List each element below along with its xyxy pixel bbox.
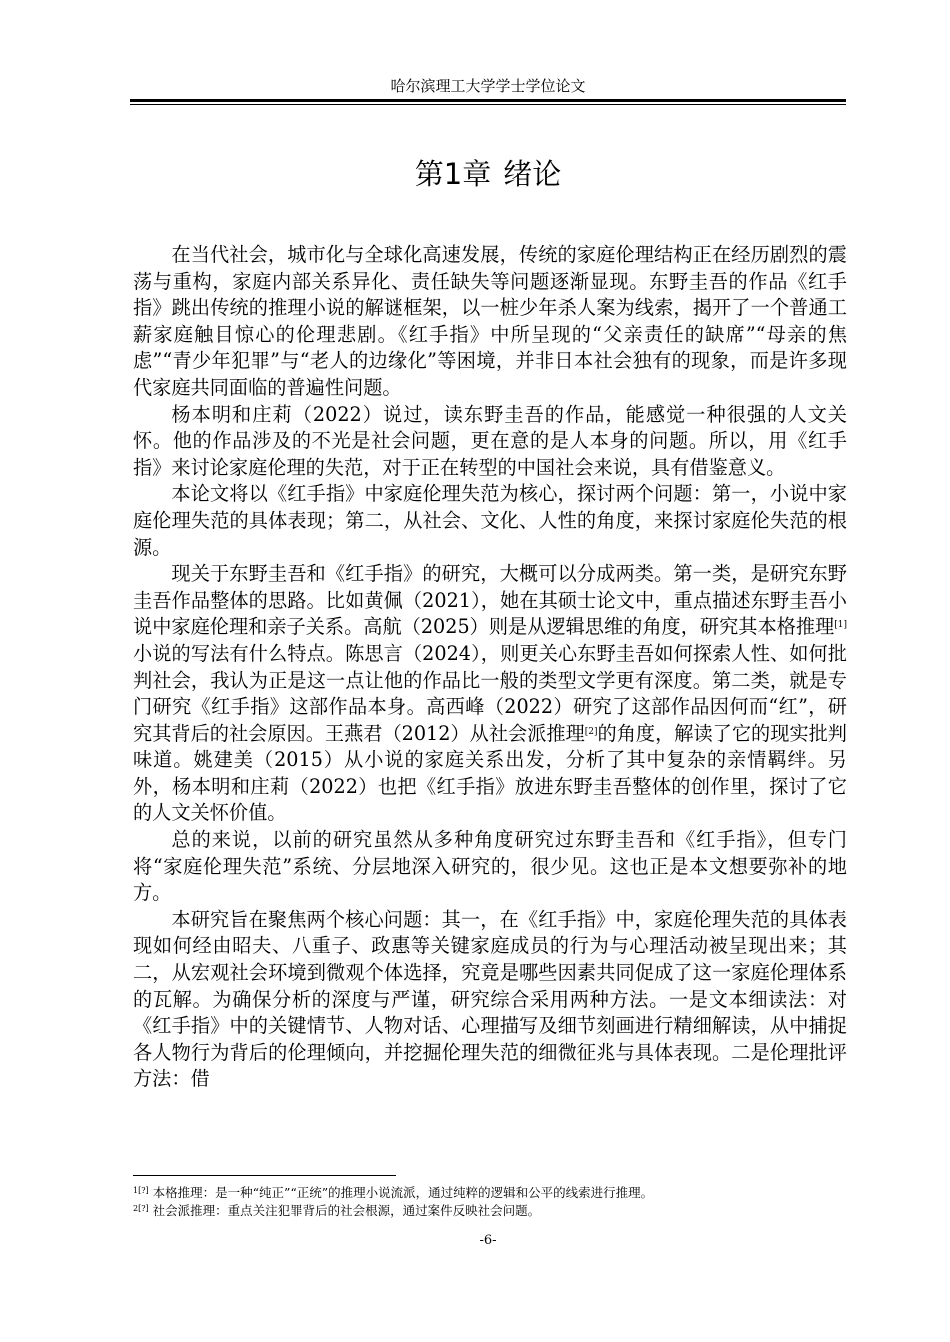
- paragraph-4-part-a: 现关于东野圭吾和《红手指》的研究，大概可以分成两类。第一类，是研究东野圭吾作品整体的思路。比如黄佩（2021），她在其硕士论文中，重点描述东野圭吾小说中家庭伦理和亲子关系。高航（2025）则是从逻辑思维的角度，研究其本格推理: [133, 562, 847, 639]
- paragraph-3: 本论文将以《红手指》中家庭伦理失范为核心，探讨两个问题：第一，小说中家庭伦理失范的具体表现；第二，从社会、文化、人性的角度，来探讨家庭伦失范的根源。: [133, 482, 847, 559]
- header-rule-thick: [130, 99, 846, 102]
- paragraph-2: 杨本明和庄莉（2022）说过，读东野圭吾的作品，能感觉一种很强的人文关怀。他的作品涉及的不光是社会问题，更在意的是人本身的问题。所以，用《红手指》来讨论家庭伦理的失范，对于正在转型的中国社会来说，具有借鉴意义。: [133, 402, 847, 479]
- footnote-rule: [133, 1175, 396, 1176]
- footnote-ref-1[interactable]: [1]: [834, 620, 847, 631]
- paragraph-4-part-c: 的角度，解读了它的现实批判味道。姚建美（2015）从小说的家庭关系出发，分析了其中复杂的亲情羁绊。另外，杨本明和庄莉（2022）也把《红手指》放进东野圭吾整体的创作里，探讨了它的人文关怀价值。: [133, 721, 847, 825]
- header-rule-thin: [130, 104, 846, 105]
- footnote-2: [133, 1202, 853, 1220]
- body-text: [133, 242, 847, 1093]
- paragraph-6: 本研究旨在聚焦两个核心问题：其一，在《红手指》中，家庭伦理失范的具体表现如何经由昭夫、八重子、政惠等关键家庭成员的行为与心理活动被呈现出来；其二，从宏观社会环境到微观个体选择，究竟是哪些因素共同促成了这一家庭伦理体系的瓦解。为确保分析的深度与严谨，研究综合采用两种方法。一是文本细读法：对《红手指》中的关键情节、人物对话、心理描写及细节刻画进行精细解读，从中捕捉各人物行为背后的伦理倾向，并挖掘伦理失范的细微征兆与具体表现。二是伦理批评方法：借: [133, 907, 847, 1091]
- chapter-name: 绪论: [503, 157, 562, 191]
- chapter-title: [130, 152, 846, 196]
- footnote-2-text: 社会派推理：重点关注犯罪背后的社会根源，通过案件反映社会问题。: [152, 1203, 541, 1218]
- chapter-number: 第1章: [414, 157, 492, 191]
- paragraph-4: [133, 561, 847, 827]
- paragraph-5: 总的来说，以前的研究虽然从多种角度研究过东野圭吾和《红手指》，但专门将“家庭伦理失范”系统、分层地深入研究的，很少见。这也正是本文想要弥补的地方。: [133, 828, 847, 905]
- running-header: 哈尔滨理工大学学士学位论文: [390, 77, 586, 95]
- footnote-2-mark: 2[?]: [133, 1204, 149, 1213]
- page-number: -6-: [479, 1233, 497, 1248]
- paragraph-4-part-b: 小说的写法有什么特点。陈思言（2024），则更关心东野圭吾如何探索人性、如何批判社会，我认为正是这一点让他的作品比一般的类型文学更有深度。第二类，就是专门研究《红手指》这部作品本身。高西峰（2022）研究了这部作品因何而“红”，研究其背后的社会原因。王燕君（2012）从社会派推理: [133, 641, 847, 745]
- footnote-1-text: 本格推理：是一种“纯正”“正统”的推理小说流派，通过纯粹的逻辑和公平的线索进行推理。: [152, 1185, 654, 1200]
- footnote-ref-2[interactable]: [2]: [584, 726, 598, 737]
- footnote-1: [133, 1184, 853, 1202]
- paragraph-1: 在当代社会，城市化与全球化高速发展，传统的家庭伦理结构正在经历剧烈的震荡与重构，家庭内部关系异化、责任缺失等问题逐渐显现。东野圭吾的作品《红手指》跳出传统的推理小说的解谜框架，以一桩少年杀人案为线索，揭开了一个普通工薪家庭触目惊心的伦理悲剧。《红手指》中所呈现的“父亲责任的缺席”“母亲的焦虑”“青少年犯罪”与“老人的边缘化”等困境，并非日本社会独有的现象，而是许多现代家庭共同面临的普遍性问题。: [133, 243, 847, 399]
- footnote-1-mark: 1[?]: [133, 1186, 149, 1195]
- footnotes: [133, 1184, 853, 1220]
